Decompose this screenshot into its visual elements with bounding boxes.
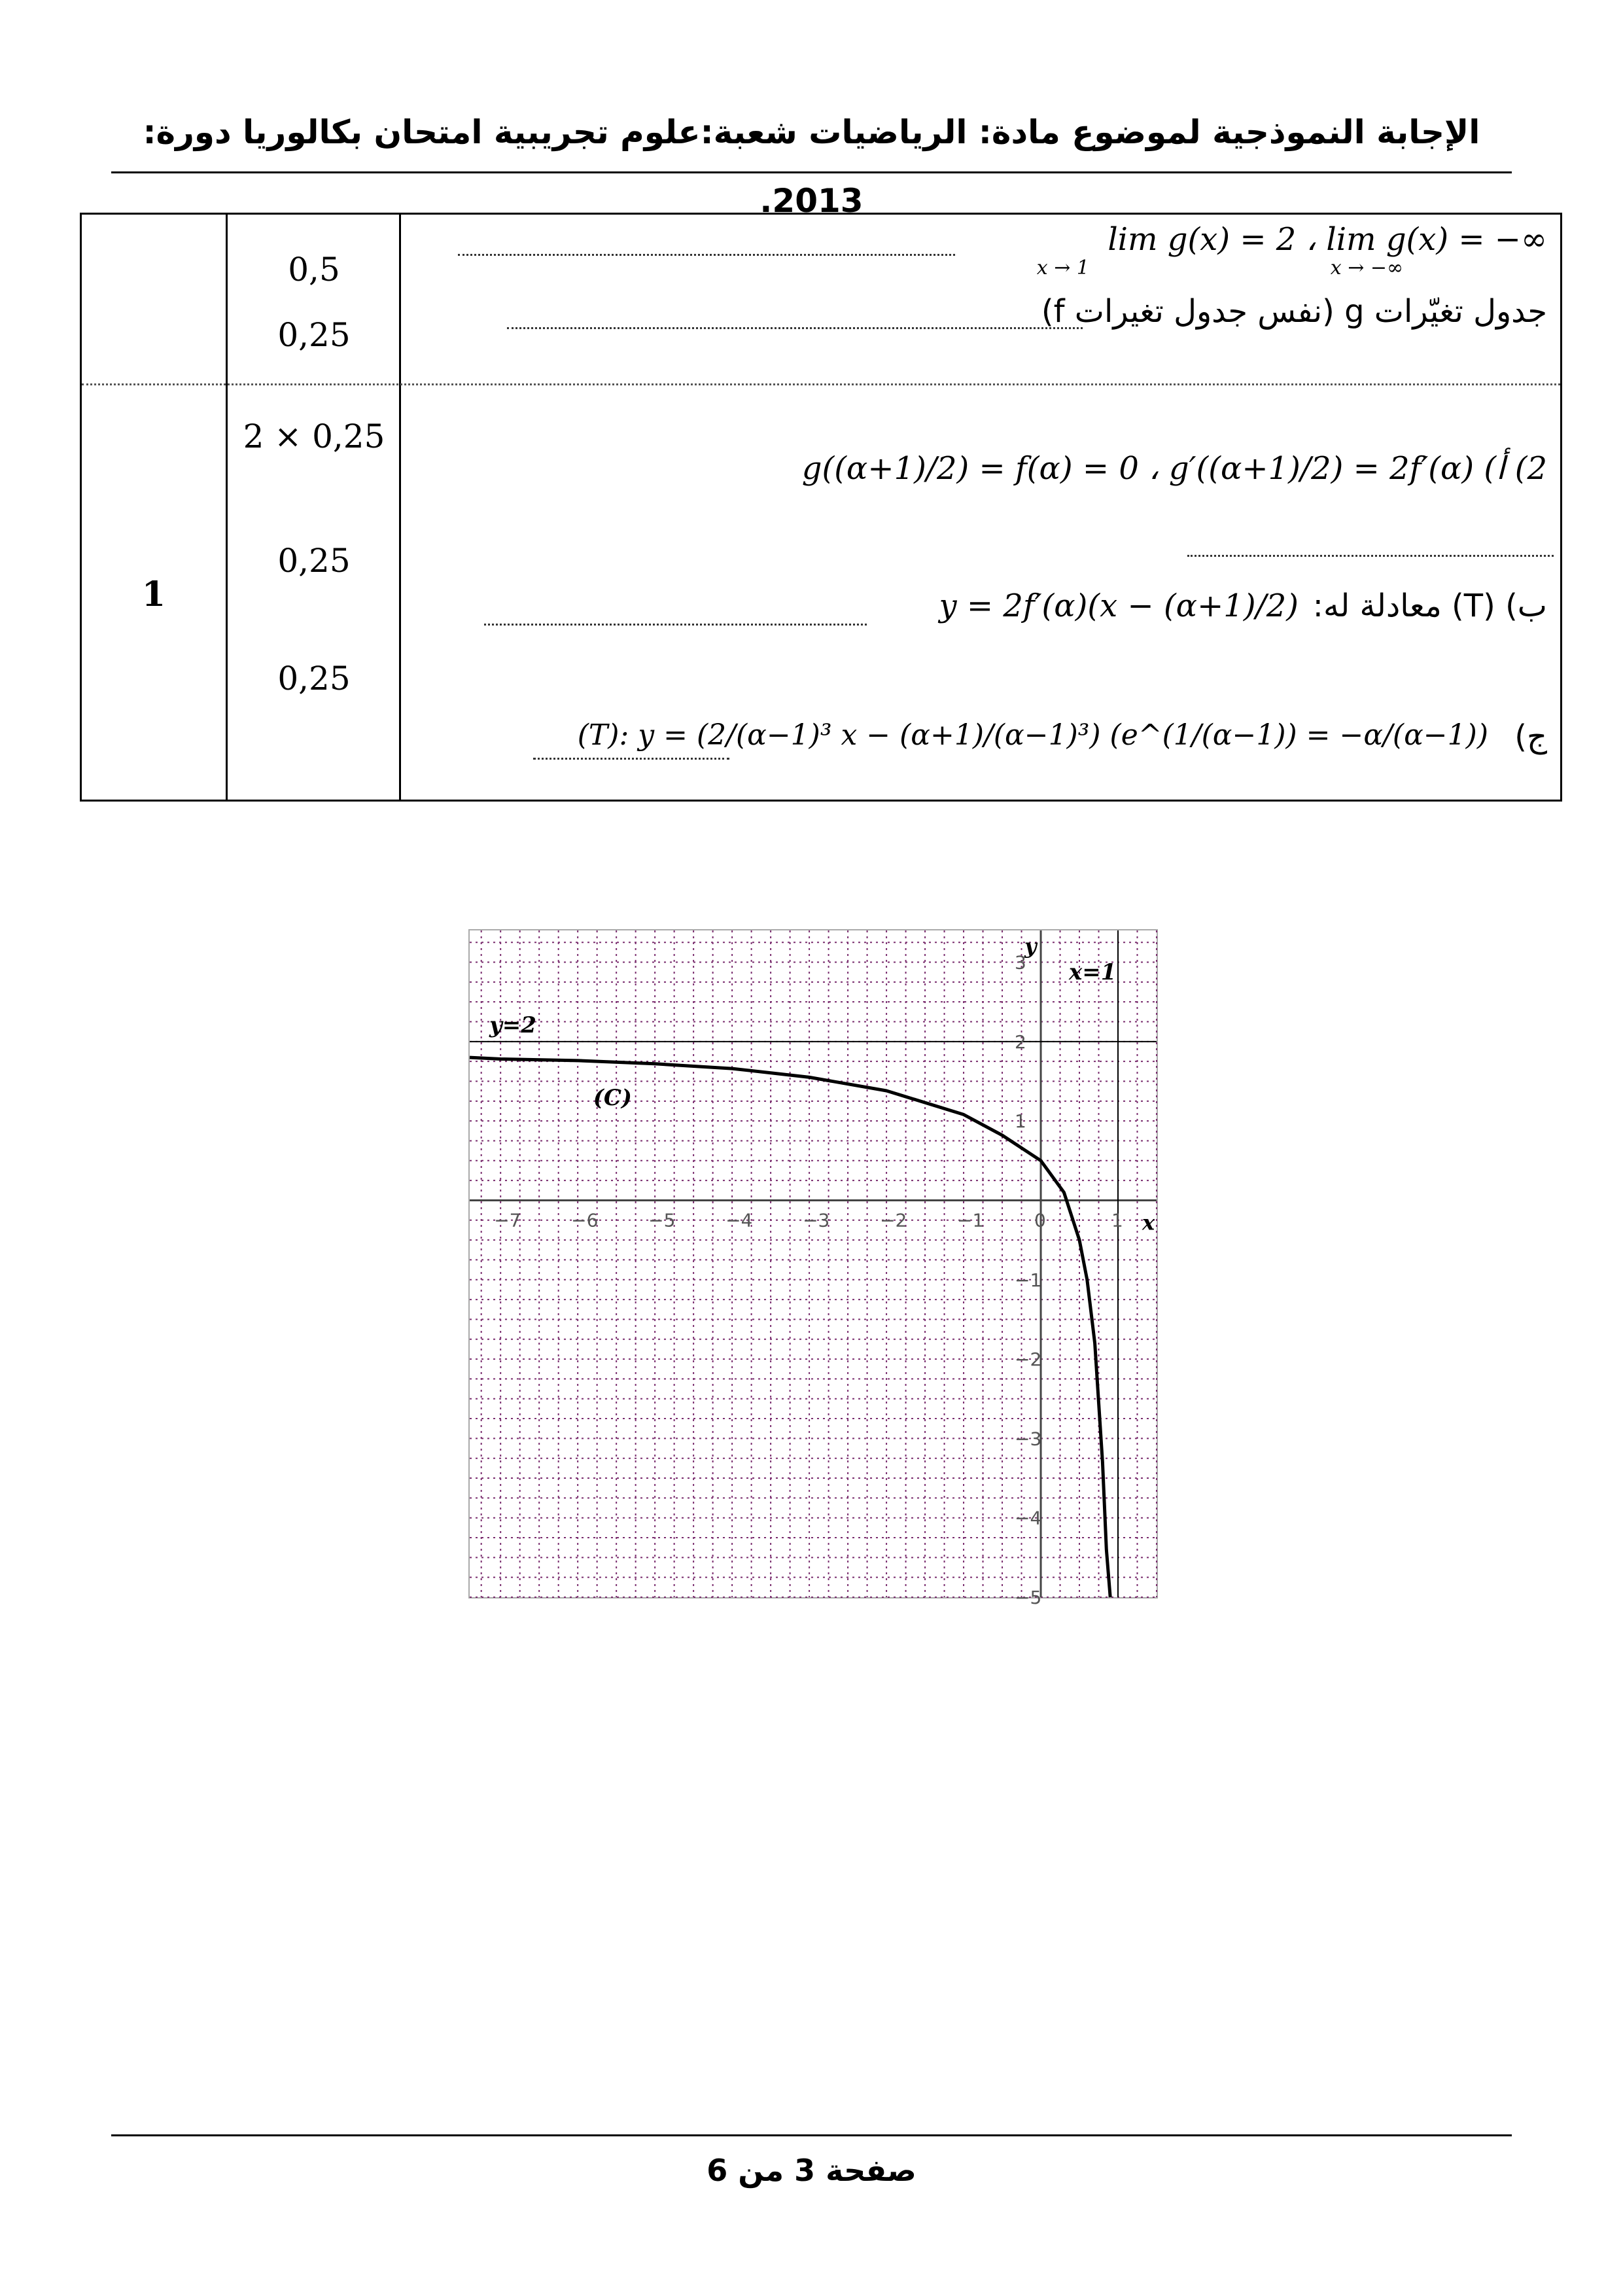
graph-canvas [470, 930, 1157, 1608]
part-c-label: ج) [1514, 718, 1547, 755]
part-b-label: ب) (T) معادلة له: [1312, 588, 1547, 624]
exercise-number: 1 [141, 574, 166, 614]
vertical-asymptote-label: x=1 [1069, 959, 1117, 985]
part-b-equation: y = 2f′(α)(x − (α+1)/2) [939, 588, 1299, 624]
score-value: 0,25 [277, 542, 351, 580]
limits-line: lim g(x) = 2 ، lim g(x) = −∞ [1108, 221, 1547, 258]
x-tick-label: 1 [1111, 1209, 1123, 1231]
y-tick-label: 1 [1015, 1110, 1026, 1133]
x-tick-label: 0 [1034, 1209, 1046, 1231]
dotted-fill [1187, 555, 1554, 557]
score-value: 2 × 0,25 [243, 417, 385, 455]
dotted-fill [507, 327, 1083, 329]
x-tick-label: −1 [957, 1209, 985, 1231]
horizontal-asymptote-label: y=2 [489, 1012, 536, 1038]
function-graph [468, 929, 1158, 1608]
page-footer: صفحة 3 من 6 [707, 2153, 916, 2188]
variation-table-line: جدول تغيّرات g (نفس جدول تغيرات f) [1041, 293, 1547, 330]
header-rule [111, 171, 1512, 173]
marks-table [80, 213, 1562, 802]
score-value: 0,25 [277, 660, 351, 698]
x-tick-label: −7 [494, 1209, 521, 1231]
y-tick-label: 3 [1015, 951, 1026, 974]
y-tick-label: 2 [1015, 1031, 1026, 1053]
row-separator [82, 383, 1560, 385]
dotted-fill [484, 624, 867, 626]
table-divider [399, 215, 401, 800]
y-tick-label: −1 [1015, 1269, 1042, 1291]
score-value: 0,25 [277, 316, 351, 354]
y-tick-label: −3 [1015, 1428, 1042, 1450]
page-header: الإجابة النموذجية لموضوع مادة: الرياضيات شعبة:علوم تجريبية امتحان بكالوريا دورة: 2013. [143, 113, 1480, 220]
table-divider [226, 215, 228, 800]
y-tick-label: −5 [1015, 1587, 1042, 1608]
x-tick-label: −5 [648, 1209, 676, 1231]
part-c-equation: (T): y = (2/(α−1)³ x − (α+1)/(α−1)³) (e^(1/(α−1)) = −α/(α−1)) [577, 718, 1488, 752]
part-a-line: 2) أ) g((α+1)/2) = f(α) = 0 ، g′((α+1)/2) = 2f′(α) [801, 450, 1547, 487]
y-axis-label: y [1024, 934, 1037, 959]
limit-subscript-left: x → −∞ [1330, 256, 1403, 279]
limit-subscript-right: x → 1 [1036, 256, 1089, 279]
dotted-fill [533, 758, 729, 760]
y-tick-label: −2 [1015, 1349, 1042, 1371]
x-tick-label: −6 [571, 1209, 599, 1231]
dotted-fill [458, 254, 955, 256]
curve-label: (C) [593, 1084, 632, 1111]
x-tick-label: −4 [725, 1209, 753, 1231]
x-axis-label: x [1142, 1210, 1155, 1235]
score-value: 0,5 [288, 251, 340, 289]
y-tick-label: −4 [1015, 1507, 1042, 1529]
x-tick-label: −2 [880, 1209, 907, 1231]
footer-rule [111, 2134, 1512, 2136]
x-tick-label: −3 [803, 1209, 830, 1231]
